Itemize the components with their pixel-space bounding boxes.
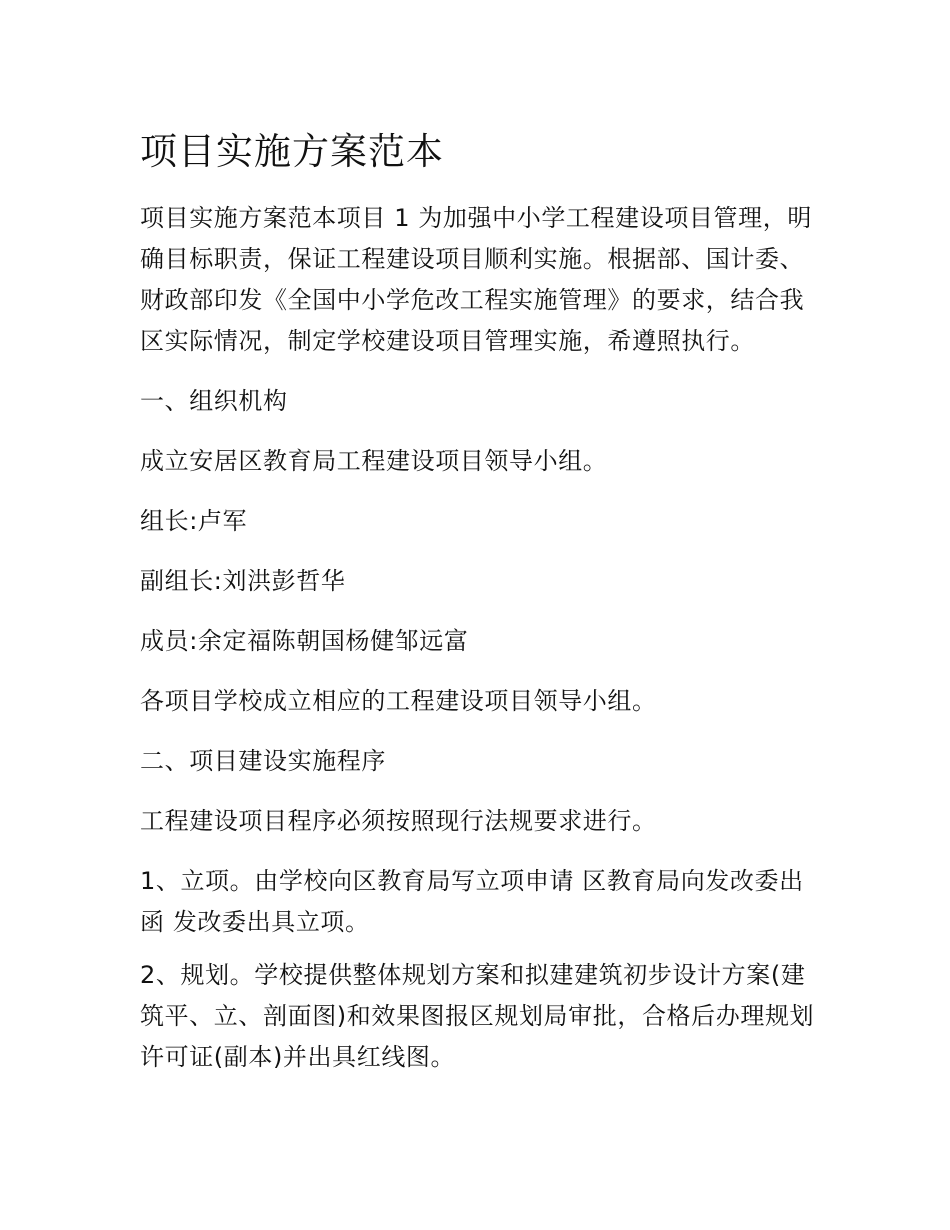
paragraph-school-groups: 各项目学校成立相应的工程建设项目领导小组。 bbox=[140, 687, 657, 715]
paragraph-group-leader: 组长:卢军 bbox=[140, 507, 248, 535]
paragraph-leading-group: 成立安居区教育局工程建设项目领导小组。 bbox=[140, 447, 608, 475]
section-heading-organization: 一、组织机构 bbox=[140, 387, 288, 415]
paragraph-procedure-intro: 工程建设项目程序必须按照现行法规要求进行。 bbox=[140, 807, 657, 835]
paragraph-step-approval: 1、立项。由学校向区教育局写立项申请 区教育局向发改委出函 发改委出具立项。 bbox=[140, 867, 804, 936]
document-title: 项目实施方案范本 bbox=[140, 130, 444, 173]
paragraph-intro: 项目实施方案范本项目 1 为加强中小学工程建设项目管理，明确目标职责，保证工程建设项目顺利实施。根据部、国计委、财政部印发《全国中小学危改工程实施管理》的要求，结合我区实际情况，制定学校建设项目管理实施，希遵照执行。 bbox=[140, 204, 812, 355]
paragraph-deputy-leader: 副组长:刘洪彭哲华 bbox=[140, 567, 346, 595]
document-body bbox=[140, 198, 820, 1078]
paragraph-step-planning: 2、规划。学校提供整体规划方案和拟建建筑初步设计方案(建筑平、立、剖面图)和效果图报区规划局审批，合格后办理规划许可证(副本)并出具红线图。 bbox=[140, 961, 815, 1071]
section-heading-procedure: 二、项目建设实施程序 bbox=[140, 747, 386, 775]
paragraph-members: 成员:余定福陈朝国杨健邹远富 bbox=[140, 627, 469, 655]
